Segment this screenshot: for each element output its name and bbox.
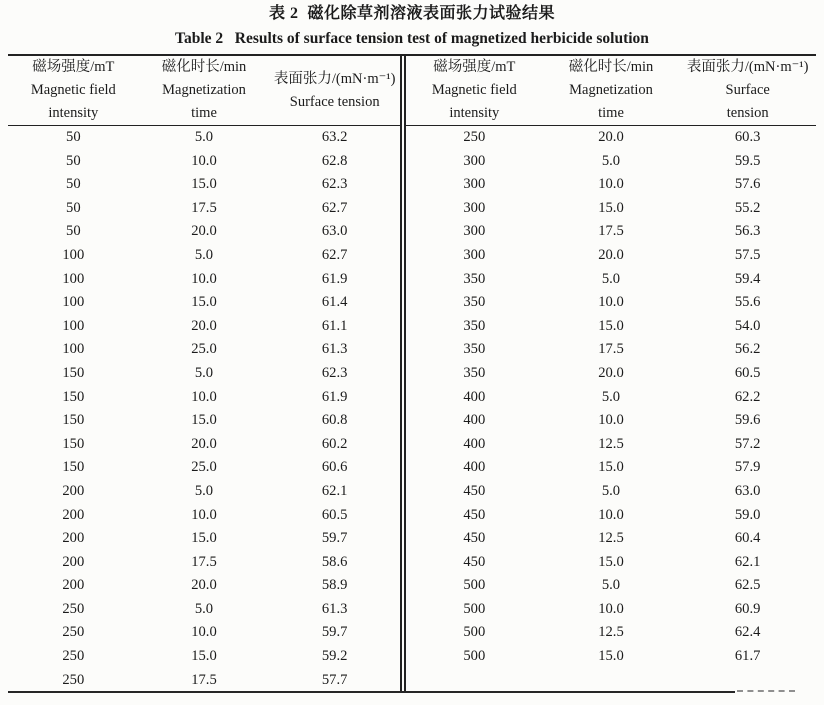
table-cell: 300 (463, 152, 486, 169)
table-cell: 250 (62, 624, 85, 641)
table-cell: 250 (62, 600, 85, 617)
table-cell: 61.1 (321, 317, 348, 334)
table-cell: 200 (62, 506, 85, 523)
table-cell: 300 (463, 246, 486, 263)
table-cell: 17.5 (598, 223, 624, 240)
table-cell: 200 (62, 553, 85, 570)
table-cell: 450 (463, 530, 486, 547)
table-cell: 15.0 (191, 176, 217, 193)
table-cell: 61.9 (321, 388, 348, 405)
table-row (406, 645, 816, 669)
table-cell: 60.2 (321, 435, 348, 452)
table-row (406, 621, 816, 645)
col-header-en-line1: Magnetic field (431, 82, 517, 98)
table-cell: 500 (463, 624, 486, 641)
table-cell: 61.9 (321, 270, 348, 287)
table-cell: 62.5 (734, 577, 761, 594)
data-table-right-body (406, 126, 816, 669)
table-cell: 10.0 (191, 388, 217, 405)
table-cell: 5.0 (194, 246, 214, 263)
table-cell: 60.6 (321, 459, 348, 476)
table-cell: 150 (62, 364, 85, 381)
table-cell: 12.5 (598, 624, 624, 641)
table-cell: 15.0 (598, 317, 624, 334)
col-header-en-line1: Surface tension (289, 93, 380, 110)
col-header-en-line1: Magnetic field (30, 82, 116, 98)
table-cell: 15.0 (598, 199, 624, 216)
table-cell: 61.4 (321, 294, 348, 311)
table-row (406, 456, 816, 480)
table-cell: 50 (66, 199, 81, 216)
table-cell: 62.8 (321, 152, 348, 169)
table-cell: 20.0 (191, 577, 217, 594)
col-header-en-line2: time (598, 105, 624, 121)
table-row (8, 150, 400, 174)
data-table-left-body (8, 126, 400, 692)
table-cell: 10.0 (191, 152, 217, 169)
table-cell: 57.7 (321, 671, 348, 688)
table-cell: 150 (62, 412, 85, 429)
table-cell: 250 (463, 129, 486, 145)
col-header-magnetization-time (543, 56, 680, 125)
data-table-left (8, 126, 400, 692)
col-header-zh: 表面张力/(mN·m⁻¹) (273, 70, 396, 87)
table-cell: 57.6 (734, 176, 761, 193)
table-cell: 300 (463, 223, 486, 240)
table-cell: 25.0 (191, 459, 217, 476)
table-row (8, 621, 400, 645)
table-cell: 400 (463, 435, 486, 452)
table-cell: 17.5 (191, 671, 217, 688)
table-cell: 62.1 (321, 482, 348, 499)
table-row (8, 291, 400, 315)
table-cell: 10.0 (598, 294, 624, 311)
table-cell: 5.0 (601, 152, 621, 169)
table-row (406, 362, 816, 386)
table-row (406, 598, 816, 622)
table-cell: 59.6 (734, 412, 761, 429)
table-row (406, 197, 816, 221)
table-row (8, 268, 400, 292)
table-row (406, 338, 816, 362)
table-cell: 10.0 (598, 412, 624, 429)
table-row (406, 150, 816, 174)
table-cell: 400 (463, 388, 486, 405)
table-cell: 54.0 (734, 317, 761, 334)
table-cell: 10.0 (191, 506, 217, 523)
col-header-surface-tension (679, 56, 816, 125)
table-cell: 50 (66, 176, 81, 193)
table-cell: 17.5 (191, 199, 217, 216)
table-row (406, 551, 816, 575)
table-cell: 60.8 (321, 412, 348, 429)
table-cell: 60.4 (734, 530, 761, 547)
table-cell: 200 (62, 482, 85, 499)
table-cell: 20.0 (191, 317, 217, 334)
table-row (8, 386, 400, 410)
table-row (8, 504, 400, 528)
table-cell: 200 (62, 530, 85, 547)
table-cell: 15.0 (191, 530, 217, 547)
table-cell: 350 (463, 294, 486, 311)
table-cell: 500 (463, 600, 486, 617)
col-header-en-line2: tension (726, 105, 769, 121)
table-cell: 20.0 (191, 223, 217, 240)
table-cell: 60.5 (321, 506, 348, 523)
table-cell: 500 (463, 648, 486, 665)
table-cell: 57.5 (734, 246, 761, 263)
table-cell: 63.0 (321, 223, 348, 240)
table-row (8, 598, 400, 622)
table-cell: 10.0 (191, 624, 217, 641)
table-cell: 17.5 (598, 341, 624, 358)
table-cell: 60.3 (734, 129, 761, 145)
table-cell: 56.3 (734, 223, 761, 240)
table-cell: 55.2 (734, 199, 761, 216)
table-cell: 15.0 (598, 648, 624, 665)
results-table (8, 54, 816, 693)
table-cell: 10.0 (191, 270, 217, 287)
table-row (8, 527, 400, 551)
table-cell: 100 (62, 294, 85, 311)
table-cell: 62.7 (321, 246, 348, 263)
table-cell: 15.0 (598, 553, 624, 570)
table-cell: 17.5 (191, 553, 217, 570)
table-cell: 500 (463, 577, 486, 594)
table-cell: 450 (463, 506, 486, 523)
table-right-half (406, 56, 816, 693)
col-header-zh: 磁化时长/min (568, 59, 654, 75)
table-cell: 10.0 (598, 600, 624, 617)
table-cell: 62.7 (321, 199, 348, 216)
table-cell: 62.3 (321, 364, 348, 381)
col-header-zh: 表面张力/(mN·m⁻¹) (686, 59, 809, 75)
table-cell: 450 (463, 482, 486, 499)
table-cell: 15.0 (191, 412, 217, 429)
table-cell: 62.2 (734, 388, 761, 405)
col-header-magnetic-field-intensity (8, 56, 139, 125)
col-header-magnetic-field-intensity (406, 56, 543, 125)
col-header-magnetization-time (139, 56, 270, 125)
col-header-en-line1: Surface (725, 82, 770, 98)
table-cell: 20.0 (598, 364, 624, 381)
table-cell: 59.7 (321, 624, 348, 641)
table-cell: 10.0 (598, 506, 624, 523)
table-row (8, 669, 400, 693)
col-header-en-line1: Magnetization (162, 82, 246, 98)
table-cell: 12.5 (598, 435, 624, 452)
table-cell: 10.0 (598, 176, 624, 193)
table-row (406, 504, 816, 528)
table-cell: 61.3 (321, 341, 348, 358)
table-cell: 200 (62, 577, 85, 594)
table-cell: 5.0 (601, 482, 621, 499)
table-cell: 5.0 (194, 482, 214, 499)
table-cell: 300 (463, 176, 486, 193)
table-row (406, 527, 816, 551)
table-row (8, 338, 400, 362)
col-header-en-line2: intensity (48, 105, 99, 121)
table-cell: 60.9 (734, 600, 761, 617)
table-cell: 50 (66, 223, 81, 240)
table-cell: 5.0 (194, 600, 214, 617)
table-cell: 55.6 (734, 294, 761, 311)
table-title-chinese: 表 2 磁化除草剂溶液表面张力试验结果 (268, 5, 555, 22)
table-left-header (8, 56, 400, 126)
table-cell: 450 (463, 553, 486, 570)
table-cell: 25.0 (191, 341, 217, 358)
table-cell: 12.5 (598, 530, 624, 547)
table-row (8, 409, 400, 433)
table-cell: 100 (62, 341, 85, 358)
table-cell: 58.9 (321, 577, 348, 594)
table-cell: 58.6 (321, 553, 348, 570)
table-row (8, 220, 400, 244)
table-row (8, 197, 400, 221)
table-row (406, 220, 816, 244)
table-row (406, 244, 816, 268)
table-left-half (8, 56, 400, 693)
table-row (406, 433, 816, 457)
table-cell: 5.0 (601, 270, 621, 287)
table-cell: 400 (463, 412, 486, 429)
table-row (8, 362, 400, 386)
table-cell: 61.3 (321, 600, 348, 617)
table-row (8, 244, 400, 268)
table-cell: 5.0 (194, 364, 214, 381)
table-cell: 50 (66, 129, 81, 145)
table-cell: 62.1 (734, 553, 761, 570)
table-cell: 50 (66, 152, 81, 169)
data-table-right (406, 126, 816, 669)
table-cell: 400 (463, 459, 486, 476)
table-cell: 59.4 (734, 270, 761, 287)
table-row (8, 126, 400, 150)
col-header-en-line2: time (191, 105, 217, 121)
table-row (8, 645, 400, 669)
table-row (8, 551, 400, 575)
table-cell: 56.2 (734, 341, 761, 358)
table-cell: 300 (463, 199, 486, 216)
table-cell: 350 (463, 317, 486, 334)
col-header-zh: 磁化时长/min (161, 59, 247, 75)
col-header-en-line1: Magnetization (569, 82, 653, 98)
col-header-zh: 磁场强度/mT (433, 59, 516, 75)
table-row (8, 574, 400, 598)
table-cell: 250 (62, 671, 85, 688)
table-cell: 57.9 (734, 459, 761, 476)
table-row (406, 315, 816, 339)
table-cell: 61.7 (734, 648, 761, 665)
table-row (406, 291, 816, 315)
table-cell: 350 (463, 341, 486, 358)
table-cell: 150 (62, 435, 85, 452)
table-cell: 63.2 (321, 129, 348, 145)
col-header-surface-tension (269, 56, 400, 125)
table-cell: 15.0 (598, 459, 624, 476)
table-cell: 350 (463, 364, 486, 381)
table-right-header (406, 56, 816, 126)
table-title-english: Table 2 Results of surface tension test of magnetized herbicide solution (175, 30, 649, 47)
table-row (8, 315, 400, 339)
table-row (406, 409, 816, 433)
table-cell: 59.2 (321, 648, 348, 665)
table-cell: 63.0 (734, 482, 761, 499)
table-cell: 100 (62, 270, 85, 287)
table-cell: 20.0 (191, 435, 217, 452)
table-row (8, 480, 400, 504)
table-bottom-rule (8, 691, 735, 693)
scan-artifact-dashes (737, 690, 795, 692)
col-header-en-line2: intensity (449, 105, 500, 121)
table-row (406, 480, 816, 504)
table-cell: 59.0 (734, 506, 761, 523)
table-row (406, 173, 816, 197)
table-cell: 59.7 (321, 530, 348, 547)
table-cell: 15.0 (191, 294, 217, 311)
table-row (406, 574, 816, 598)
table-cell: 5.0 (601, 577, 621, 594)
table-cell: 100 (62, 246, 85, 263)
table-cell: 250 (62, 648, 85, 665)
table-cell: 5.0 (194, 129, 214, 145)
table-cell: 15.0 (191, 648, 217, 665)
col-header-zh: 磁场强度/mT (32, 59, 115, 75)
table-cell: 59.5 (734, 152, 761, 169)
table-cell: 150 (62, 388, 85, 405)
table-cell: 350 (463, 270, 486, 287)
table-row (406, 386, 816, 410)
table-cell: 62.3 (321, 176, 348, 193)
table-row (8, 456, 400, 480)
table-cell: 62.4 (734, 624, 761, 641)
table-cell: 60.5 (734, 364, 761, 381)
table-cell: 20.0 (598, 129, 624, 145)
table-cell: 150 (62, 459, 85, 476)
table-cell: 5.0 (601, 388, 621, 405)
table-row (8, 173, 400, 197)
table-cell: 57.2 (734, 435, 761, 452)
table-cell: 20.0 (598, 246, 624, 263)
table-row (406, 126, 816, 150)
table-row (8, 433, 400, 457)
table-cell: 100 (62, 317, 85, 334)
table-row (406, 268, 816, 292)
